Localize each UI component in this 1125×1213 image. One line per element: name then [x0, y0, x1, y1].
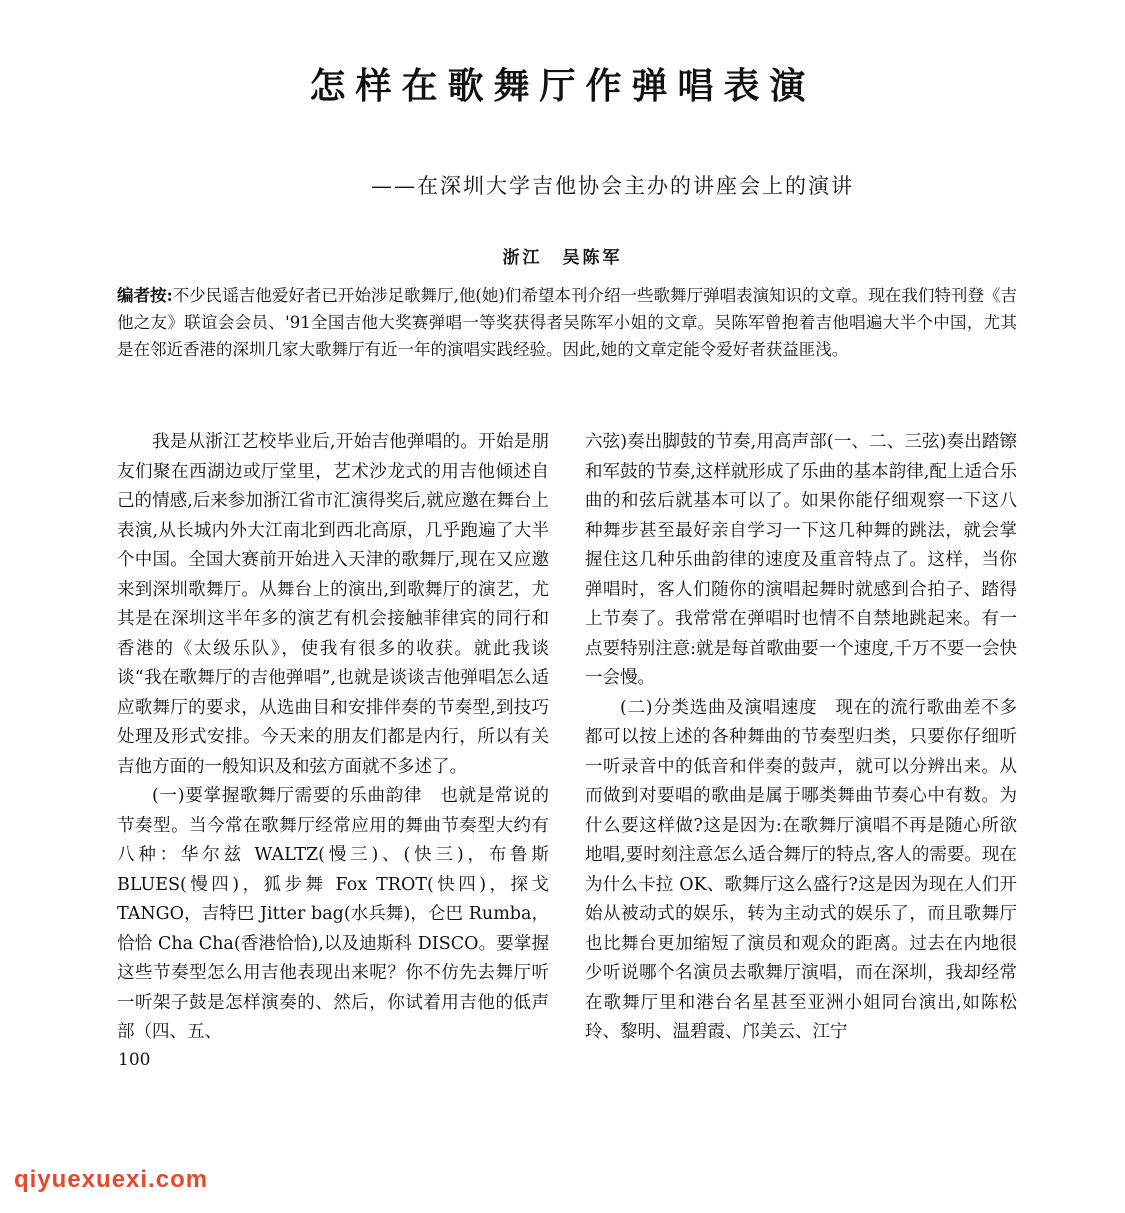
- article-author: 浙江 吴陈军: [502, 248, 623, 268]
- paragraph-section-1-continued: 六弦)奏出脚鼓的节奏,用高声部(一、二、三弦)奏出踏镲和军鼓的节奏,这样就形成了乐曲的基本韵律,配上适合乐曲的和弦后就基本可以了。如果你能仔细观察一下这八种舞步甚至最好亲自学习一下这几种舞的跳法，就会掌握住这几种乐曲韵律的速度及重音特点了。这样，当你弹唱时，客人们随你的演唱起舞时就感到合拍子、踏得上节奏了。我常常在弹唱时也情不自禁地跳起来。有一点要特别注意:就是每首歌曲要一个速度,千万不要一会快一会慢。: [585, 432, 1017, 688]
- editor-note-lead: 编者按:: [117, 286, 173, 305]
- paragraph-intro: 我是从浙江艺校毕业后,开始吉他弹唱的。开始是朋友们聚在西湖边或厅堂里，艺术沙龙式的用吉他倾述自己的情感,后来参加浙江省市汇演得奖后,就应邀在舞台上表演,从长城内外大江南北到西北高原，几乎跑遍了大半个中国。全国大赛前开始进入天津的歌舞厅,现在又应邀来到深圳歌舞厅。从舞台上的演出,到歌舞厅的演艺，尤其是在深圳这半年多的演艺有机会接触菲律宾的同行和香港的《太级乐队》，使我有很多的收获。就此我谈谈“我在歌舞厅的吉他弹唱”,也就是谈谈吉他弹唱怎么适应歌舞厅的要求，从选曲目和安排伴奏的节奏型,到技巧处理及形式安排。今天来的朋友们都是内行，所以有关吉他方面的一般知识及和弦方面就不多述了。: [117, 432, 549, 777]
- site-watermark: qiyuexuexi.com: [14, 1166, 209, 1193]
- right-column: [585, 428, 1017, 1048]
- editor-note-text: 不少民谣吉他爱好者已开始涉足歌舞厅,他(她)们希望本刊介绍一些歌舞厅弹唱表演知识的文章。现在我们特刊登《吉他之友》联谊会会员、'91全国吉他大奖赛弹唱一等奖获得者吴陈军小姐的文章。吴陈军曾抱着吉他唱遍大半个中国，尤其是在邻近香港的深圳几家大歌舞厅有近一年的演唱实践经验。因此,她的文章定能令爱好者获益匪浅。: [117, 286, 1018, 359]
- page-number: 100: [118, 1050, 151, 1070]
- article-subtitle: ——在深圳大学吉他协会主办的讲座会上的演讲: [371, 174, 854, 198]
- left-column: [117, 428, 549, 1048]
- paragraph-section-2: (二)分类选曲及演唱速度 现在的流行歌曲差不多都可以按上述的各种舞曲的节奏型归类，只要你仔细听一听录音中的低音和伴奏的鼓声，就可以分辨出来。从而做到对要唱的歌曲是属于哪类舞曲节奏心中有数。为什么要这样做?这是因为:在歌舞厅演唱不再是随心所欲地唱,要时刻注意怎么适合舞厅的特点,客人的需要。现在为什么卡拉 OK、歌舞厅这么盛行?这是因为现在人们开始从被动式的娱乐，转为主动式的娱乐了，而且歌舞厅也比舞台更加缩短了演员和观众的距离。过去在内地很少听说哪个名演员去歌舞厅演唱，而在深圳，我却经常在歌舞厅里和港台名星甚至亚洲小姐同台演出,如陈松玲、黎明、温碧霞、邝美云、江宁: [585, 697, 1017, 1042]
- editor-note: [117, 282, 1017, 363]
- article-title: 怎样在歌舞厅作弹唱表演: [309, 66, 816, 107]
- paragraph-section-1: (一)要掌握歌舞厅需要的乐曲韵律 也就是常说的节奏型。当今常在歌舞厅经常应用的舞曲节奏型大约有八种：华尔兹 WALTZ(慢三)、(快三)，布鲁斯 BLUES(慢四)，狐步舞 Fox TROT(快四)，探戈 TANGO，吉特巴 Jitter bag(水兵舞)，仑巴 Rumba，恰恰 Cha Cha(香港恰恰),以及迪斯科 DISCO。要掌握这些节奏型怎么用吉他表现出来呢？你不仿先去舞厅听一听架子鼓是怎样演奏的、然后，你试着用吉他的低声部（四、五、: [117, 786, 549, 1042]
